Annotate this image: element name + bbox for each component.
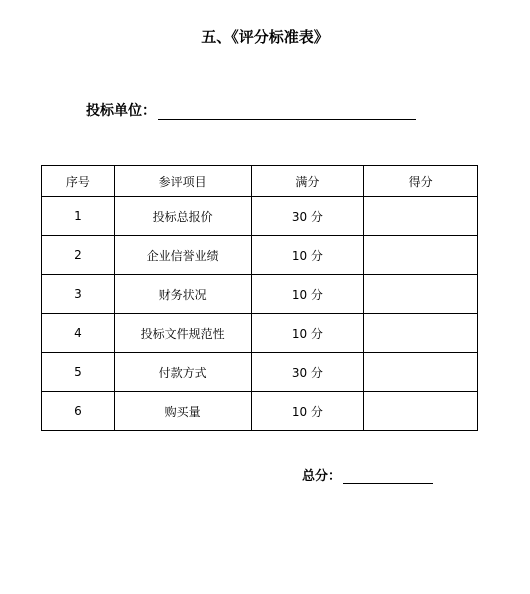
header-item: 参评项目 (114, 166, 251, 197)
table-row (42, 392, 478, 431)
cell-item: 企业信誉业绩 (114, 236, 251, 275)
header-no: 序号 (42, 166, 115, 197)
cell-full-score: 10 分 (251, 275, 364, 314)
cell-full-score: 10 分 (251, 314, 364, 353)
cell-no: 4 (42, 314, 115, 353)
bidder-field (86, 100, 416, 120)
total-field (302, 465, 433, 484)
cell-item: 投标总报价 (114, 197, 251, 236)
header-score: 得分 (364, 166, 478, 197)
table-row (42, 353, 478, 392)
cell-full-score: 30 分 (251, 197, 364, 236)
cell-item: 财务状况 (114, 275, 251, 314)
total-label: 总分： (302, 469, 342, 484)
cell-no: 6 (42, 392, 115, 431)
cell-no: 2 (42, 236, 115, 275)
table-row (42, 275, 478, 314)
cell-full-score: 10 分 (251, 236, 364, 275)
cell-no: 5 (42, 353, 115, 392)
table-header-row (42, 166, 478, 197)
cell-item: 购买量 (114, 392, 251, 431)
table-row (42, 197, 478, 236)
cell-no: 3 (42, 275, 115, 314)
cell-full-score: 10 分 (251, 392, 364, 431)
cell-score[interactable] (364, 353, 478, 392)
bidder-label: 投标单位： (86, 103, 156, 119)
table-row (42, 236, 478, 275)
cell-score[interactable] (364, 392, 478, 431)
cell-score[interactable] (364, 275, 478, 314)
page-title: 五、《评分标准表》 (201, 28, 329, 46)
cell-score[interactable] (364, 314, 478, 353)
total-blank-line[interactable] (343, 469, 433, 484)
cell-score[interactable] (364, 197, 478, 236)
scoring-table (41, 165, 478, 431)
cell-item: 付款方式 (114, 353, 251, 392)
bidder-blank-line[interactable] (158, 105, 416, 120)
cell-full-score: 30 分 (251, 353, 364, 392)
header-full-score: 满分 (251, 166, 364, 197)
cell-item: 投标文件规范性 (114, 314, 251, 353)
cell-score[interactable] (364, 236, 478, 275)
table-row (42, 314, 478, 353)
cell-no: 1 (42, 197, 115, 236)
